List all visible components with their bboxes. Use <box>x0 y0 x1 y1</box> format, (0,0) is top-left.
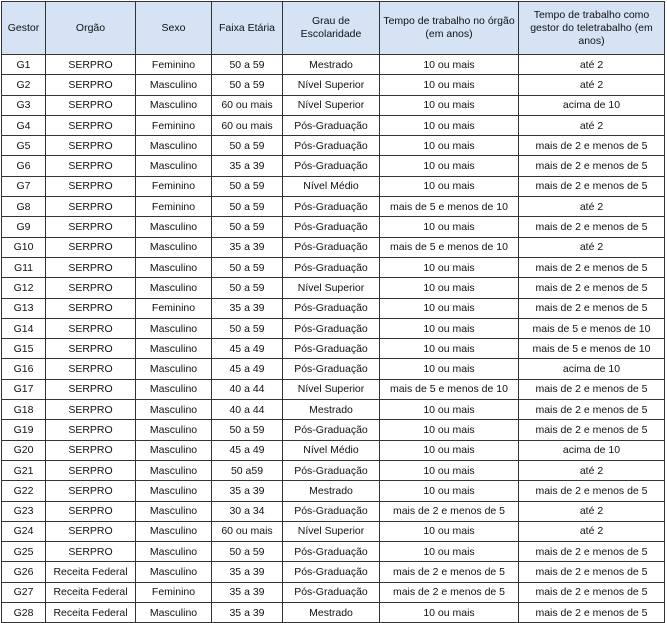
cell-orgao: Receita Federal <box>46 562 136 582</box>
cell-tempo-gestor: acima de 10 <box>519 440 665 460</box>
cell-sexo: Masculino <box>136 440 212 460</box>
table-row <box>2 603 665 623</box>
cell-orgao: SERPRO <box>46 542 136 562</box>
cell-orgao: Receita Federal <box>46 603 136 623</box>
cell-gestor: G15 <box>2 339 46 359</box>
cell-orgao: SERPRO <box>46 379 136 399</box>
header-orgao: Orgão <box>46 2 136 55</box>
cell-tempo-gestor: mais de 5 e menos de 10 <box>519 339 665 359</box>
cell-orgao: SERPRO <box>46 298 136 318</box>
cell-gestor: G13 <box>2 298 46 318</box>
cell-sexo: Masculino <box>136 95 212 115</box>
cell-orgao: SERPRO <box>46 359 136 379</box>
cell-faixa-etaria: 35 a 39 <box>212 603 283 623</box>
cell-tempo-gestor: até 2 <box>519 197 665 217</box>
table-container <box>1 1 665 623</box>
cell-tempo-orgao: mais de 5 e menos de 10 <box>380 379 519 399</box>
cell-escolaridade: Pós-Graduação <box>283 339 380 359</box>
table-row <box>2 55 665 75</box>
cell-faixa-etaria: 60 ou mais <box>212 115 283 135</box>
table-row <box>2 562 665 582</box>
cell-tempo-gestor: mais de 2 e menos de 5 <box>519 156 665 176</box>
cell-sexo: Masculino <box>136 136 212 156</box>
table-row <box>2 400 665 420</box>
cell-escolaridade: Pós-Graduação <box>283 562 380 582</box>
cell-faixa-etaria: 50 a 59 <box>212 197 283 217</box>
cell-orgao: SERPRO <box>46 257 136 277</box>
cell-sexo: Masculino <box>136 237 212 257</box>
table-row <box>2 176 665 196</box>
cell-tempo-orgao: 10 ou mais <box>380 460 519 480</box>
cell-faixa-etaria: 50 a 59 <box>212 420 283 440</box>
table-row <box>2 115 665 135</box>
cell-faixa-etaria: 50 a 59 <box>212 55 283 75</box>
table-row <box>2 379 665 399</box>
cell-tempo-gestor: mais de 2 e menos de 5 <box>519 136 665 156</box>
cell-faixa-etaria: 50 a 59 <box>212 278 283 298</box>
table-header <box>2 2 665 55</box>
table-row <box>2 440 665 460</box>
header-escolaridade: Grau de Escolaridade <box>283 2 380 55</box>
cell-sexo: Masculino <box>136 278 212 298</box>
cell-tempo-gestor: mais de 2 e menos de 5 <box>519 582 665 602</box>
cell-escolaridade: Pós-Graduação <box>283 136 380 156</box>
cell-tempo-orgao: 10 ou mais <box>380 278 519 298</box>
cell-orgao: SERPRO <box>46 75 136 95</box>
cell-faixa-etaria: 60 ou mais <box>212 95 283 115</box>
cell-tempo-gestor: mais de 2 e menos de 5 <box>519 542 665 562</box>
table-row <box>2 95 665 115</box>
table-row <box>2 298 665 318</box>
cell-gestor: G7 <box>2 176 46 196</box>
cell-sexo: Masculino <box>136 481 212 501</box>
cell-faixa-etaria: 50 a 59 <box>212 136 283 156</box>
cell-tempo-gestor: mais de 2 e menos de 5 <box>519 217 665 237</box>
cell-faixa-etaria: 50 a 59 <box>212 217 283 237</box>
cell-sexo: Masculino <box>136 217 212 237</box>
header-faixa-etaria: Faixa Etária <box>212 2 283 55</box>
table-row <box>2 420 665 440</box>
cell-sexo: Masculino <box>136 339 212 359</box>
cell-faixa-etaria: 35 a 39 <box>212 582 283 602</box>
cell-faixa-etaria: 50 a59 <box>212 460 283 480</box>
cell-faixa-etaria: 35 a 39 <box>212 156 283 176</box>
cell-tempo-gestor: até 2 <box>519 237 665 257</box>
cell-tempo-gestor: mais de 2 e menos de 5 <box>519 603 665 623</box>
cell-escolaridade: Pós-Graduação <box>283 237 380 257</box>
cell-escolaridade: Nível Médio <box>283 440 380 460</box>
cell-gestor: G22 <box>2 481 46 501</box>
cell-orgao: SERPRO <box>46 501 136 521</box>
cell-gestor: G3 <box>2 95 46 115</box>
cell-orgao: SERPRO <box>46 55 136 75</box>
cell-gestor: G8 <box>2 197 46 217</box>
cell-orgao: SERPRO <box>46 278 136 298</box>
cell-escolaridade: Pós-Graduação <box>283 542 380 562</box>
cell-gestor: G17 <box>2 379 46 399</box>
cell-orgao: SERPRO <box>46 115 136 135</box>
cell-tempo-gestor: até 2 <box>519 115 665 135</box>
cell-sexo: Masculino <box>136 359 212 379</box>
table-row <box>2 156 665 176</box>
cell-faixa-etaria: 35 a 39 <box>212 298 283 318</box>
cell-escolaridade: Pós-Graduação <box>283 217 380 237</box>
cell-orgao: SERPRO <box>46 460 136 480</box>
cell-gestor: G14 <box>2 318 46 338</box>
cell-tempo-orgao: 10 ou mais <box>380 440 519 460</box>
table-row <box>2 481 665 501</box>
cell-tempo-orgao: mais de 5 e menos de 10 <box>380 237 519 257</box>
cell-sexo: Feminino <box>136 298 212 318</box>
cell-escolaridade: Pós-Graduação <box>283 582 380 602</box>
table-row <box>2 217 665 237</box>
cell-faixa-etaria: 40 a 44 <box>212 379 283 399</box>
cell-tempo-gestor: mais de 2 e menos de 5 <box>519 278 665 298</box>
cell-tempo-orgao: 10 ou mais <box>380 521 519 541</box>
cell-escolaridade: Nível Superior <box>283 379 380 399</box>
cell-gestor: G27 <box>2 582 46 602</box>
cell-gestor: G26 <box>2 562 46 582</box>
cell-escolaridade: Mestrado <box>283 55 380 75</box>
cell-tempo-gestor: acima de 10 <box>519 359 665 379</box>
cell-gestor: G28 <box>2 603 46 623</box>
cell-orgao: SERPRO <box>46 400 136 420</box>
cell-faixa-etaria: 50 a 59 <box>212 318 283 338</box>
table-row <box>2 339 665 359</box>
cell-faixa-etaria: 40 a 44 <box>212 400 283 420</box>
cell-tempo-orgao: 10 ou mais <box>380 400 519 420</box>
cell-escolaridade: Mestrado <box>283 400 380 420</box>
cell-escolaridade: Mestrado <box>283 603 380 623</box>
cell-gestor: G24 <box>2 521 46 541</box>
cell-tempo-orgao: 10 ou mais <box>380 339 519 359</box>
cell-gestor: G25 <box>2 542 46 562</box>
cell-escolaridade: Nível Superior <box>283 521 380 541</box>
cell-tempo-orgao: 10 ou mais <box>380 115 519 135</box>
cell-gestor: G12 <box>2 278 46 298</box>
table-row <box>2 582 665 602</box>
cell-gestor: G19 <box>2 420 46 440</box>
cell-tempo-orgao: 10 ou mais <box>380 95 519 115</box>
table-row <box>2 542 665 562</box>
cell-tempo-orgao: 10 ou mais <box>380 176 519 196</box>
cell-orgao: SERPRO <box>46 521 136 541</box>
cell-gestor: G2 <box>2 75 46 95</box>
cell-escolaridade: Pós-Graduação <box>283 115 380 135</box>
cell-tempo-orgao: 10 ou mais <box>380 75 519 95</box>
cell-tempo-orgao: mais de 2 e menos de 5 <box>380 562 519 582</box>
cell-tempo-gestor: até 2 <box>519 460 665 480</box>
cell-escolaridade: Nível Superior <box>283 75 380 95</box>
cell-faixa-etaria: 45 a 49 <box>212 440 283 460</box>
cell-gestor: G1 <box>2 55 46 75</box>
cell-tempo-gestor: mais de 2 e menos de 5 <box>519 379 665 399</box>
table-row <box>2 318 665 338</box>
cell-escolaridade: Nível Superior <box>283 95 380 115</box>
cell-escolaridade: Mestrado <box>283 481 380 501</box>
cell-tempo-gestor: mais de 2 e menos de 5 <box>519 257 665 277</box>
cell-tempo-orgao: 10 ou mais <box>380 318 519 338</box>
cell-sexo: Masculino <box>136 318 212 338</box>
header-tempo-orgao: Tempo de trabalho no órgão (em anos) <box>380 2 519 55</box>
cell-tempo-orgao: 10 ou mais <box>380 359 519 379</box>
cell-tempo-gestor: até 2 <box>519 55 665 75</box>
cell-faixa-etaria: 45 a 49 <box>212 339 283 359</box>
cell-faixa-etaria: 50 a 59 <box>212 542 283 562</box>
cell-tempo-gestor: até 2 <box>519 501 665 521</box>
cell-tempo-orgao: mais de 2 e menos de 5 <box>380 501 519 521</box>
table-row <box>2 237 665 257</box>
cell-tempo-orgao: 10 ou mais <box>380 481 519 501</box>
table-row <box>2 136 665 156</box>
cell-tempo-orgao: 10 ou mais <box>380 603 519 623</box>
cell-sexo: Masculino <box>136 156 212 176</box>
header-tempo-gestor: Tempo de trabalho como gestor do teletrabalho (em anos) <box>519 2 665 55</box>
cell-gestor: G23 <box>2 501 46 521</box>
cell-tempo-gestor: mais de 2 e menos de 5 <box>519 420 665 440</box>
cell-tempo-orgao: mais de 2 e menos de 5 <box>380 582 519 602</box>
cell-gestor: G18 <box>2 400 46 420</box>
cell-sexo: Masculino <box>136 521 212 541</box>
cell-orgao: SERPRO <box>46 318 136 338</box>
cell-sexo: Masculino <box>136 460 212 480</box>
cell-faixa-etaria: 35 a 39 <box>212 562 283 582</box>
cell-gestor: G5 <box>2 136 46 156</box>
cell-sexo: Masculino <box>136 379 212 399</box>
cell-sexo: Feminino <box>136 115 212 135</box>
table-row <box>2 521 665 541</box>
cell-escolaridade: Nível Médio <box>283 176 380 196</box>
cell-faixa-etaria: 50 a 59 <box>212 257 283 277</box>
cell-escolaridade: Pós-Graduação <box>283 420 380 440</box>
cell-faixa-etaria: 45 a 49 <box>212 359 283 379</box>
cell-escolaridade: Pós-Graduação <box>283 318 380 338</box>
cell-sexo: Masculino <box>136 542 212 562</box>
header-row <box>2 2 665 55</box>
cell-gestor: G4 <box>2 115 46 135</box>
cell-gestor: G9 <box>2 217 46 237</box>
header-gestor: Gestor <box>2 2 46 55</box>
cell-tempo-gestor: mais de 2 e menos de 5 <box>519 176 665 196</box>
cell-tempo-gestor: mais de 2 e menos de 5 <box>519 562 665 582</box>
table-row <box>2 501 665 521</box>
cell-tempo-orgao: mais de 5 e menos de 10 <box>380 197 519 217</box>
cell-gestor: G20 <box>2 440 46 460</box>
table-row <box>2 197 665 217</box>
table-row <box>2 75 665 95</box>
table-row <box>2 278 665 298</box>
cell-gestor: G6 <box>2 156 46 176</box>
table-row <box>2 460 665 480</box>
cell-sexo: Masculino <box>136 257 212 277</box>
cell-sexo: Masculino <box>136 501 212 521</box>
header-sexo: Sexo <box>136 2 212 55</box>
cell-tempo-gestor: mais de 5 e menos de 10 <box>519 318 665 338</box>
cell-tempo-orgao: 10 ou mais <box>380 217 519 237</box>
cell-orgao: SERPRO <box>46 217 136 237</box>
cell-orgao: Receita Federal <box>46 582 136 602</box>
cell-tempo-gestor: mais de 2 e menos de 5 <box>519 400 665 420</box>
cell-faixa-etaria: 35 a 39 <box>212 481 283 501</box>
cell-sexo: Masculino <box>136 562 212 582</box>
cell-sexo: Masculino <box>136 400 212 420</box>
cell-escolaridade: Pós-Graduação <box>283 460 380 480</box>
cell-faixa-etaria: 50 a 59 <box>212 176 283 196</box>
cell-gestor: G11 <box>2 257 46 277</box>
cell-tempo-orgao: 10 ou mais <box>380 136 519 156</box>
cell-sexo: Masculino <box>136 75 212 95</box>
cell-orgao: SERPRO <box>46 440 136 460</box>
cell-tempo-gestor: acima de 10 <box>519 95 665 115</box>
cell-tempo-gestor: mais de 2 e menos de 5 <box>519 481 665 501</box>
cell-escolaridade: Pós-Graduação <box>283 257 380 277</box>
cell-tempo-orgao: 10 ou mais <box>380 420 519 440</box>
cell-sexo: Feminino <box>136 582 212 602</box>
cell-tempo-orgao: 10 ou mais <box>380 55 519 75</box>
cell-faixa-etaria: 30 a 34 <box>212 501 283 521</box>
cell-escolaridade: Pós-Graduação <box>283 298 380 318</box>
cell-tempo-orgao: 10 ou mais <box>380 156 519 176</box>
cell-sexo: Feminino <box>136 55 212 75</box>
cell-sexo: Feminino <box>136 176 212 196</box>
cell-orgao: SERPRO <box>46 136 136 156</box>
cell-orgao: SERPRO <box>46 339 136 359</box>
cell-orgao: SERPRO <box>46 197 136 217</box>
cell-gestor: G10 <box>2 237 46 257</box>
table-row <box>2 359 665 379</box>
cell-gestor: G16 <box>2 359 46 379</box>
cell-escolaridade: Pós-Graduação <box>283 501 380 521</box>
cell-escolaridade: Pós-Graduação <box>283 197 380 217</box>
cell-escolaridade: Pós-Graduação <box>283 156 380 176</box>
cell-escolaridade: Pós-Graduação <box>283 359 380 379</box>
cell-orgao: SERPRO <box>46 176 136 196</box>
cell-orgao: SERPRO <box>46 237 136 257</box>
cell-tempo-gestor: até 2 <box>519 75 665 95</box>
table-row <box>2 257 665 277</box>
cell-gestor: G21 <box>2 460 46 480</box>
cell-faixa-etaria: 60 ou mais <box>212 521 283 541</box>
cell-orgao: SERPRO <box>46 481 136 501</box>
cell-orgao: SERPRO <box>46 156 136 176</box>
cell-tempo-gestor: até 2 <box>519 521 665 541</box>
cell-escolaridade: Nível Superior <box>283 278 380 298</box>
managers-table <box>1 1 665 623</box>
cell-tempo-gestor: mais de 2 e menos de 5 <box>519 298 665 318</box>
cell-orgao: SERPRO <box>46 420 136 440</box>
cell-faixa-etaria: 50 a 59 <box>212 75 283 95</box>
cell-sexo: Masculino <box>136 603 212 623</box>
table-body <box>2 55 665 623</box>
cell-tempo-orgao: 10 ou mais <box>380 257 519 277</box>
cell-tempo-orgao: 10 ou mais <box>380 298 519 318</box>
cell-tempo-orgao: 10 ou mais <box>380 542 519 562</box>
cell-faixa-etaria: 35 a 39 <box>212 237 283 257</box>
cell-sexo: Masculino <box>136 420 212 440</box>
cell-orgao: SERPRO <box>46 95 136 115</box>
cell-sexo: Feminino <box>136 197 212 217</box>
